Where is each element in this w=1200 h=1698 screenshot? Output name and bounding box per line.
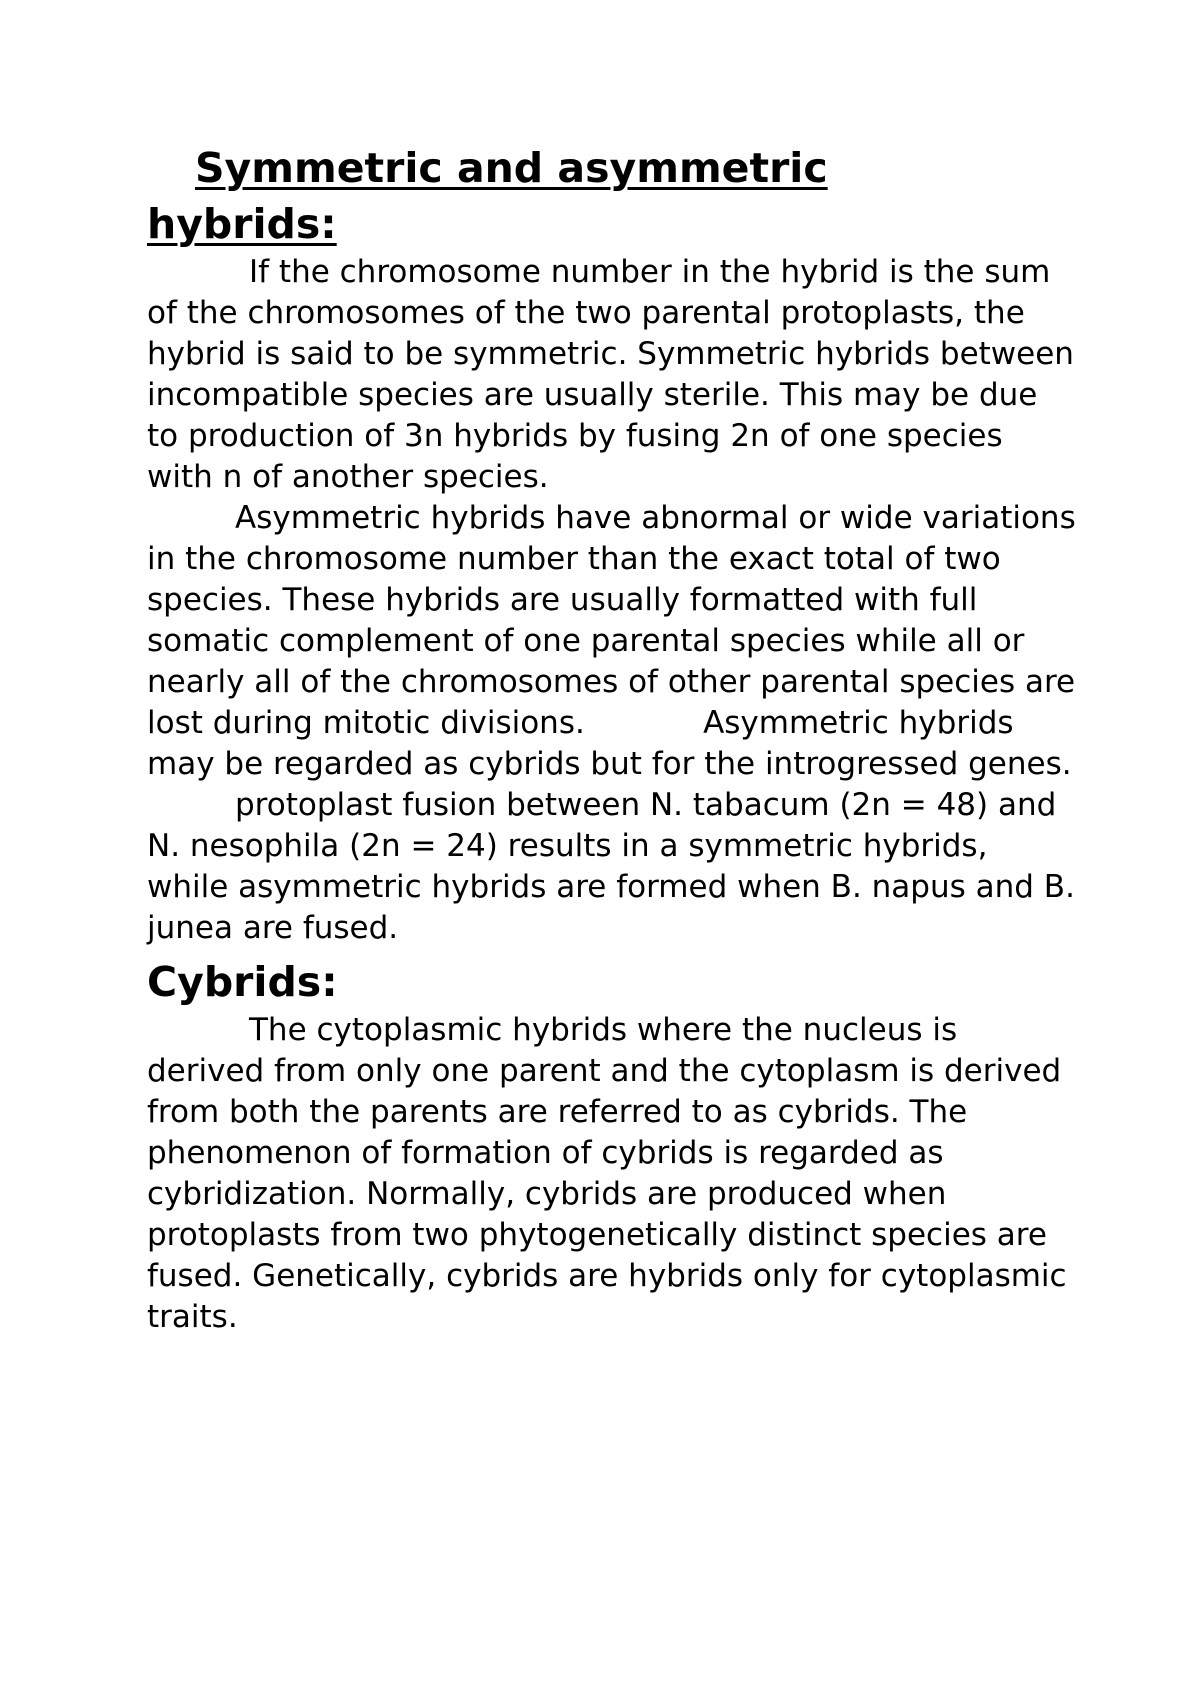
symmetric-hybrids-paragraph: If the chromosome number in the hybrid is the sum of the chromosomes of the two parental protoplasts, the hybrid is said to be symmetric. Symmetric hybrids between incompatible species are usually sterile. This may be due to production of 3n hybrids by fusing 2n of one species with n of another species. — [147, 254, 1084, 495]
title-line-2: hybrids: — [147, 200, 337, 248]
cybrids-heading: Cybrids: — [147, 958, 338, 1006]
page-title — [147, 140, 1077, 252]
title-line-1: Symmetric and asymmetric — [195, 144, 828, 192]
cybrids-paragraph: The cytoplasmic hybrids where the nucleus is derived from only one parent and the cytoplasm is derived from both the parents are referred to as cybrids. The phenomenon of formation of cybrids is regarded as cybridization. Normally, cybrids are produced when protoplasts from two phytogenetically distinct species are fused. Genetically, cybrids are hybrids only for cytoplasmic traits. — [147, 1012, 1077, 1335]
document-page — [147, 140, 1086, 1338]
protoplast-fusion-example-paragraph: protoplast fusion between N. tabacum (2n = 48) and N. nesophila (2n = 24) results in a symmetric hybrids, while asymmetric hybrids are formed when B. napus and B. junea are fused. — [147, 787, 1085, 946]
asymmetric-hybrids-paragraph: Asymmetric hybrids have abnormal or wide variations in the chromosome number than the exact total of two species. These hybrids are usually formatted with full somatic complement of one parental species while all or nearly all of the chromosomes of other parental species are lost during mitotic divisions. Asymmetric hybrids may be regarded as cybrids but for the introgressed genes. — [147, 500, 1086, 782]
